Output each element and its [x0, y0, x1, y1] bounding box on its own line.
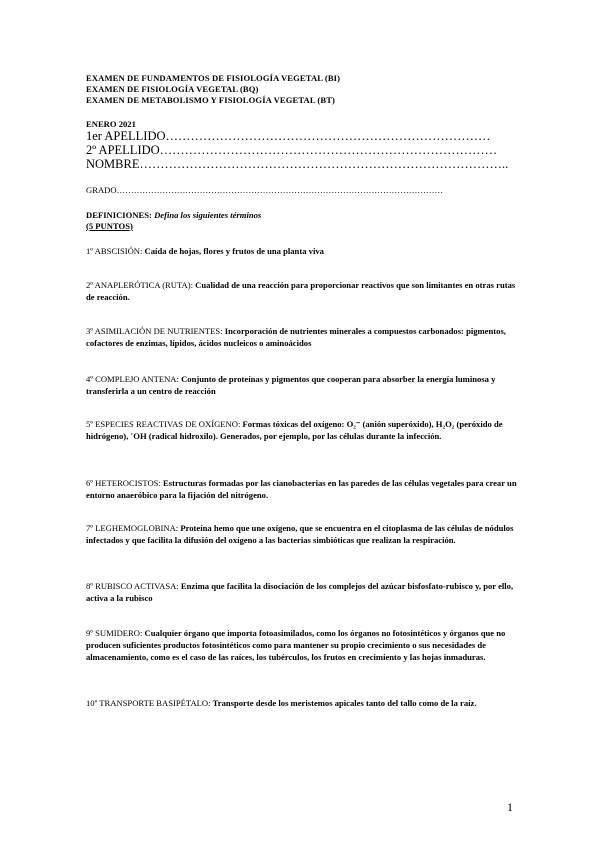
- definitions-title: DEFINICIONES:: [86, 210, 152, 220]
- definition-item: [86, 580, 518, 604]
- definition-item: [86, 477, 518, 501]
- term-definition: Caída de hojas, flores y frutos de una planta viva: [144, 246, 324, 256]
- exam-title-line-1: EXAMEN DE FUNDAMENTOS DE FISIOLOGÍA VEGETAL (BI): [86, 73, 341, 83]
- term-label: 9º SUMIDERO:: [86, 628, 143, 638]
- exam-title-line-3: EXAMEN DE METABOLISMO Y FISIOLOGÍA VEGETAL (BT): [86, 95, 336, 105]
- exam-title-line-2: EXAMEN DE FISIOLOGÍA VEGETAL (BQ): [86, 84, 259, 94]
- term-label: 6º HETEROCISTOS:: [86, 478, 161, 488]
- term-definition: Cualidad de una reacción para proporcionar reactivos que son limitantes en otras rutas de reacción.: [86, 280, 516, 302]
- second-surname-field: 2º APELLIDO………………………………………………………………………: [86, 143, 498, 157]
- term-definition: Transporte desde los meristemos apicales tanto del tallo como de la raíz.: [212, 698, 477, 708]
- definition-item: [86, 245, 518, 257]
- term-definition: Cualquier órgano que importa fotoasimilados, como los órganos no fotosintéticos y órganos que no producen suficientes productos fotosintéticos como para mantener su propio crecimiento o sus necesidades de almacenamiento, como es el caso de las raíces, los tubérculos, los frutos en crecimiento y las hojas inmaduras.: [86, 628, 506, 662]
- exam-date: ENERO 2021: [86, 119, 136, 129]
- term-definition: Conjunto de proteínas y pigmentos que cooperan para absorber la energía luminosa y transferirla a un centro de reacción: [86, 374, 496, 396]
- term-definition: Enzima que facilita la disociación de los complejos del azúcar bisfosfato-rubisco y, por ello, activa a la rubisco: [86, 581, 514, 603]
- term-label: 5º ESPECIES REACTIVAS DE OXÍGENO:: [86, 419, 241, 429]
- definition-item: [86, 697, 518, 709]
- definition-item: [86, 373, 518, 397]
- degree-field: GRADO……………………………………………………………………………………………………: [86, 185, 444, 195]
- definition-item: [86, 279, 518, 303]
- definition-item: [86, 418, 518, 442]
- term-definition: Formas tóxicas del oxígeno: O₂⁻ (anión superóxido), H₂O₂ (peróxido de hidrógeno), ˙OH (radical hidroxilo). Generados, por ejemplo, por las células durante la infección.: [86, 419, 503, 441]
- definitions-points: (5 PUNTOS): [86, 221, 133, 231]
- term-definition: Estructuras formadas por las cianobacterias en las paredes de las células vegetales para crear un entorno anaeróbico para la fijación del nitrógeno.: [86, 478, 517, 500]
- term-definition: Proteína hemo que une oxígeno, que se encuentra en el citoplasma de las células de nódulos infectados y que facilita la difusión del oxígeno a las bacterias simbióticas que realizan la respiración.: [86, 523, 514, 545]
- definition-item: [86, 627, 518, 663]
- term-label: 1º ABSCISIÓN:: [86, 246, 143, 256]
- term-label: 7º LEGHEMOGLOBINA:: [86, 523, 179, 533]
- name-field: NOMBRE……………………………………………………………………………..: [86, 157, 509, 171]
- term-label: 4º COMPLEJO ANTENA:: [86, 374, 179, 384]
- definition-item: [86, 325, 518, 349]
- definition-item: [86, 522, 518, 546]
- first-surname-field: 1er APELLIDO……………………………………………………………………: [86, 129, 491, 143]
- term-label: 8º RUBISCO ACTIVASA:: [86, 581, 179, 591]
- definitions-heading: [86, 210, 261, 232]
- page-number: 1: [507, 800, 513, 814]
- term-label: 10º TRANSPORTE BASIPÉTALO:: [86, 698, 211, 708]
- term-definition: Incorporación de nutrientes minerales a compuestos carbonados: pigmentos, cofactores de enzimas, lípidos, ácidos nucleicos o aminoácidos: [86, 326, 506, 348]
- term-label: 2º ANAPLERÓTICA (RUTA):: [86, 280, 194, 290]
- definitions-instruction: Defina los siguientes términos: [154, 210, 262, 220]
- term-label: 3º ASIMILACIÓN DE NUTRIENTES:: [86, 326, 223, 336]
